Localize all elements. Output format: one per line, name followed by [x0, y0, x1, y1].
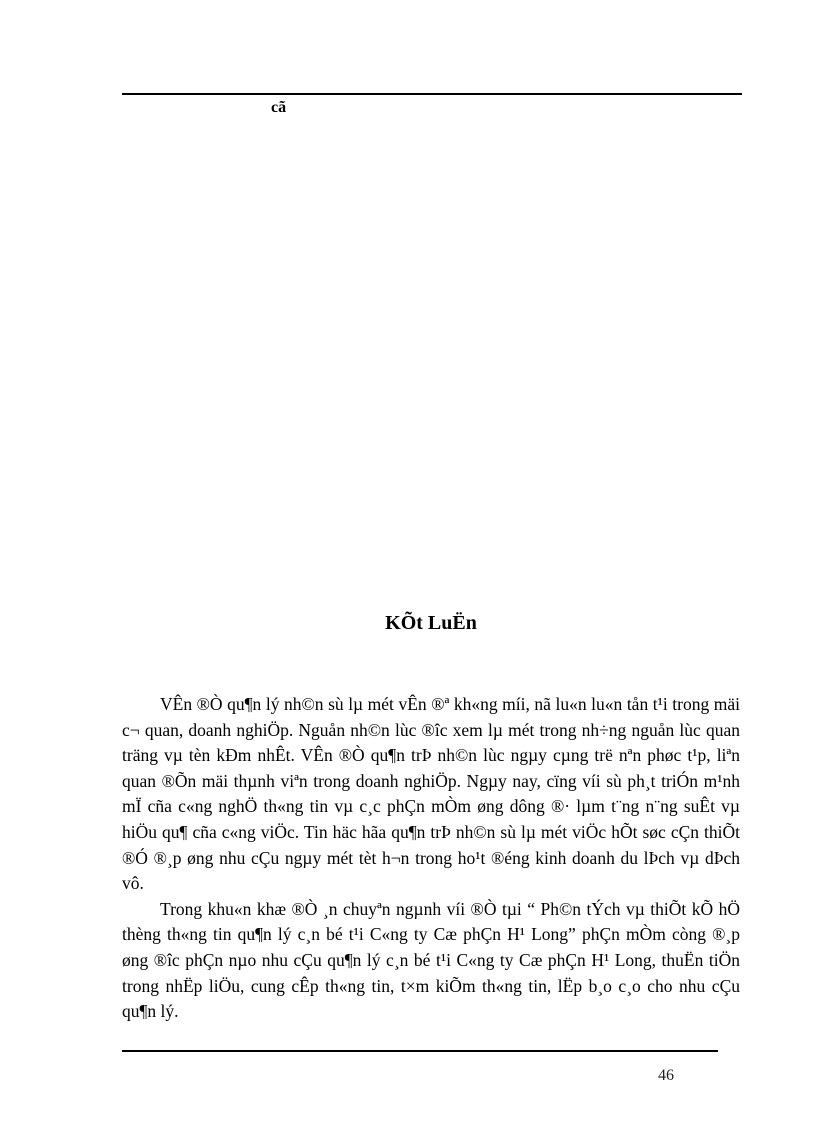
footer-rule — [122, 1050, 718, 1052]
body-text — [122, 692, 740, 1025]
header-rule — [122, 93, 742, 95]
paragraph: VÊn ®Ò qu¶n lý nh©n sù lµ mét vÊn ®ª kh«ng míi, nã lu«n lu«n tån t¹i trong mäi c¬ quan, doanh nghiÖp. Nguån nh©n lùc ®îc xem lµ mét trong nh÷ng nguån lùc quan träng vµ tèn kÐm nhÊt. VÊn ®Ò qu¶n trÞ nh©n lùc ngµy cµng trë nªn phøc t¹p, liªn quan ®Õn mäi thµnh viªn trong doanh nghiÖp. Ngµy nay, cïng víi sù ph¸t triÓn m¹nh mÏ cña c«ng nghÖ th«ng tin vµ c¸c phÇn mÒm øng dông ®· lµm t¨ng n¨ng suÊt vµ hiÖu qu¶ cña c«ng viÖc. Tin häc hãa qu¶n trÞ nh©n sù lµ mét viÖc hÕt søc cÇn thiÕt ®Ó ®¸p øng nhu cÇu ngµy mét tèt h¬n trong ho¹t ®éng kinh doanh du lÞch vµ dÞch vô. — [122, 694, 740, 894]
section-title: KÕt LuËn — [385, 612, 477, 634]
page-number: 46 — [658, 1067, 674, 1084]
paragraph: Trong khu«n khæ ®Ò ¸n chuyªn ngµnh víi ®Ò tµi “ Ph©n tÝch vµ thiÕt kÕ hÖ thèng th«ng tin qu¶n lý c¸n bé t¹i C«ng ty Cæ phÇn H¹ Long” phÇn mÒm còng ®¸p øng ®îc phÇn nµo nhu cÇu qu¶n lý c¸n bé t¹i C«ng ty Cæ phÇn H¹ Long, thuËn tiÖn trong nhËp liÖu, cung cÊp th«ng tin, t×m kiÕm th«ng tin, lËp b¸o c¸o cho nhu cÇu qu¶n lý. — [122, 898, 740, 1022]
header-word: cã — [271, 99, 287, 116]
